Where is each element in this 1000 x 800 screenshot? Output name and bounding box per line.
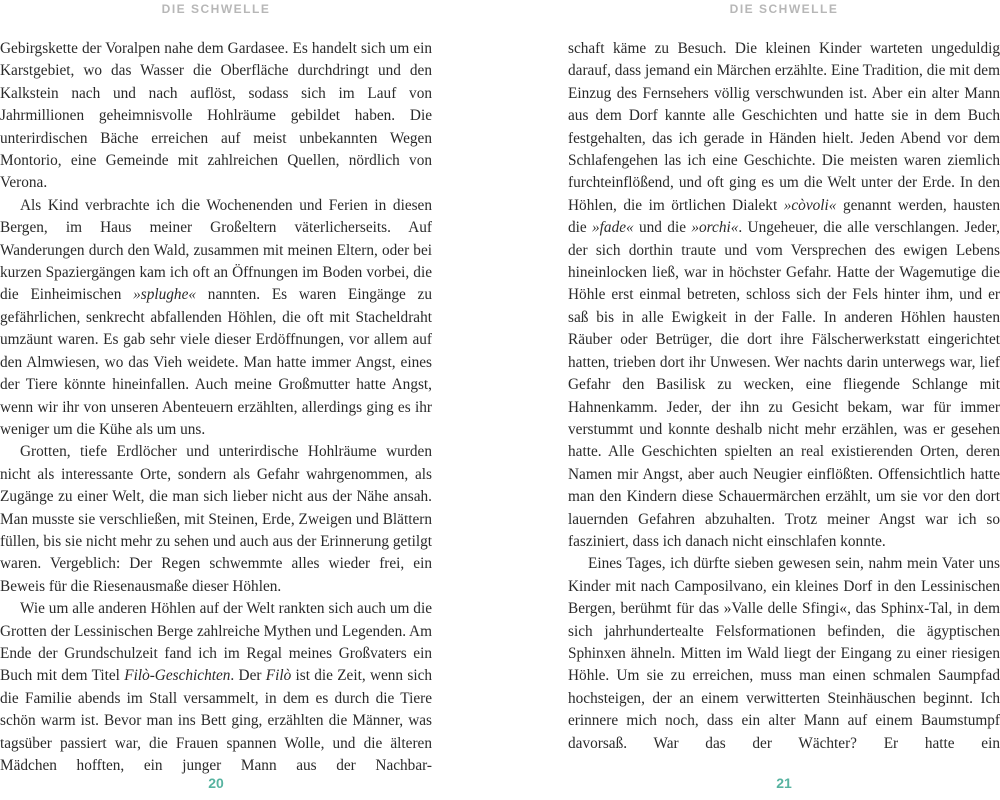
text-run: und die [633, 219, 692, 237]
text-run: genannt werden, hausten die [568, 196, 1000, 237]
paragraph [568, 553, 1000, 755]
body-text [0, 38, 432, 777]
paragraph [0, 598, 432, 777]
paragraph [0, 441, 432, 598]
italic-term: Filò [265, 667, 292, 685]
text-run: ist die Zeit, wenn sich die Familie abends im Stall versammelt, in dem es durch die Tiere schön warm ist. Bevor man ins Bett ging, erzählten die Männer, was tagsüber passiert war, die Frauen spannen Wolle, und die älteren Mädchen hofften, ein junger Mann aus der Nachbar- [0, 667, 433, 774]
text-run: schaft käme zu Besuch. Die kleinen Kinder warteten ungeduldig darauf, dass jemand ein Märchen erzählte. Eine Tradition, die mit dem Einzug des Fernsehers völlig verschwunden ist. Aber ein alter Mann aus dem Dorf kannte alle Geschichten und hatte sie in dem Buch festgehalten, das ich gerade in Händen hielt. Jeden Abend vor dem Schlafengehen las ich eine Geschichte. Die meisten waren ziemlich furchteinflößend, und oft ging es um die Welt unter der Erde. In den Höhlen, die im örtlichen Dialekt [568, 40, 1000, 214]
text-run: Gebirgskette der Voralpen nahe dem Gardasee. Es handelt sich um ein Karstgebiet, wo das Wasser die Oberfläche durchdringt und den Kalkstein nach und nach auflöst, sodass sich im Lauf von Jahrmillionen geheimnisvolle Hohlräume gebildet haben. Die unterirdischen Bäche erreichen auf meist unbekannten Wegen Montorio, eine Gemeinde mit zahlreichen Quellen, nördlich von Verona. [0, 40, 432, 192]
italic-term: »còvoli« [783, 196, 837, 214]
text-run: nannten. Es waren Eingänge zu gefährlichen, senkrecht abfallenden Höhlen, die oft mit Stacheldraht umzäunt waren. Es gab sehr viele dieser Erdöffnungen, vor allem auf den Almwiesen, wo das Vieh weidete. Man hatte immer Angst, eines der Tiere könnte hineinfallen. Auch meine Großmutter hatte Angst, wenn wir ihr von unseren Abenteuern erzählten, allerdings ging es ihr weniger um die Kühe als um uns. [0, 286, 432, 438]
page-number: 20 [208, 775, 224, 791]
text-run: . Ungeheuer, die alle verschlangen. Jeder, der sich dorthin traute und vom Versprechen des ewigen Lebens hineinlocken ließ, war in höchster Gefahr. Hatte der Wagemutige die Höhle erst einmal betreten, schloss sich der Fels hinter ihm, und er saß bis in alle Ewigkeit in der Falle. In anderen Höhlen hausten Räuber oder Betrüger, die dort ihre Fälscherwerkstatt eingerichtet hatten, trieben dort ihr Unwesen. Wer nachts darin unterwegs war, lief Gefahr den Basilisk zu wecken, eine fliegende Schlange mit Hahnenkamm. Jeder, der ihn zu Gesicht bekam, war für immer verstummt und konnte deshalb nicht mehr erzählen, was er gesehen hatte. Alle Geschichten spielten an real existierenden Orten, deren Namen mir Angst, aber auch Neugier einflößten. Offensichtlich hatte man den Kindern diese Schauermärchen erzählt, um sie vor den dort lauernden Gefahren abzuhalten. Trotz meiner Angst war ich so fasziniert, dass ich danach nicht einschlafen konnte. [568, 219, 1000, 550]
right-page [568, 0, 998, 800]
body-text [568, 38, 1000, 755]
text-run: Eines Tages, ich dürfte sieben gewesen sein, nahm mein Vater uns Kinder mit nach Camposilvano, ein kleines Dorf in den Lessinischen Bergen, berühmt für das »Valle delle Sfingi«, das Sphinx-Tal, in dem sich jahrhundertealte Felsformationen befinden, die ägyptischen Sphinxen ähneln. Mitten im Wald liegt der Eingang zu einer riesigen Höhle. Um sie zu erreichen, muss man einen schmalen Saumpfad hochsteigen, der an einem verwitterten Steinhäuschen beginnt. Ich erinnere mich noch, dass ein alter Mann auf einem Baumstumpf davorsaß. War das der Wächter? Er hatte ein [568, 555, 1000, 752]
text-run: Grotten, tiefe Erdlöcher und unterirdische Hohlräume wurden nicht als interessante Orte, sondern als Gefahr wahrgenommen, als Zugänge zu einer Welt, die man sich lieber nicht aus der Nähe ansah. Man musste sie verschließen, mit Steinen, Erde, Zweigen und Blättern füllen, bis sie nicht mehr zu sehen und auch aus der Erinnerung getilgt waren. Vergeblich: Der Regen schwemmte alles wieder frei, ein Beweis für die Riesenausmaße dieser Höhlen. [0, 443, 432, 595]
paragraph [0, 195, 432, 441]
paragraph [568, 38, 1000, 553]
italic-term: »orchi« [691, 219, 739, 237]
running-head: DIE SCHWELLE [729, 2, 839, 16]
italic-term: »fade« [592, 219, 634, 237]
text-run: . Der [230, 667, 266, 685]
page-number: 21 [776, 775, 792, 791]
text-run: Als Kind verbrachte ich die Wochenenden und Ferien in diesen Bergen, im Haus meiner Großeltern väterlicherseits. Auf Wanderungen durch den Wald, zusammen mit meinen Eltern, oder bei kurzen Spaziergängen kam ich oft an Öffnungen im Boden vorbei, die die Einheimischen [0, 196, 432, 304]
running-head: DIE SCHWELLE [161, 2, 271, 16]
left-page [0, 0, 433, 800]
paragraph [0, 38, 432, 195]
italic-term: »splughe« [133, 286, 197, 304]
italic-term: Filò-Geschichten [124, 667, 231, 685]
text-run: Wie um alle anderen Höhlen auf der Welt rankten sich auch um die Grotten der Lessinischen Berge zahlreiche Mythen und Legenden. Am Ende der Grundschulzeit fand ich im Regal meines Großvaters ein Buch mit dem Titel [0, 600, 432, 685]
